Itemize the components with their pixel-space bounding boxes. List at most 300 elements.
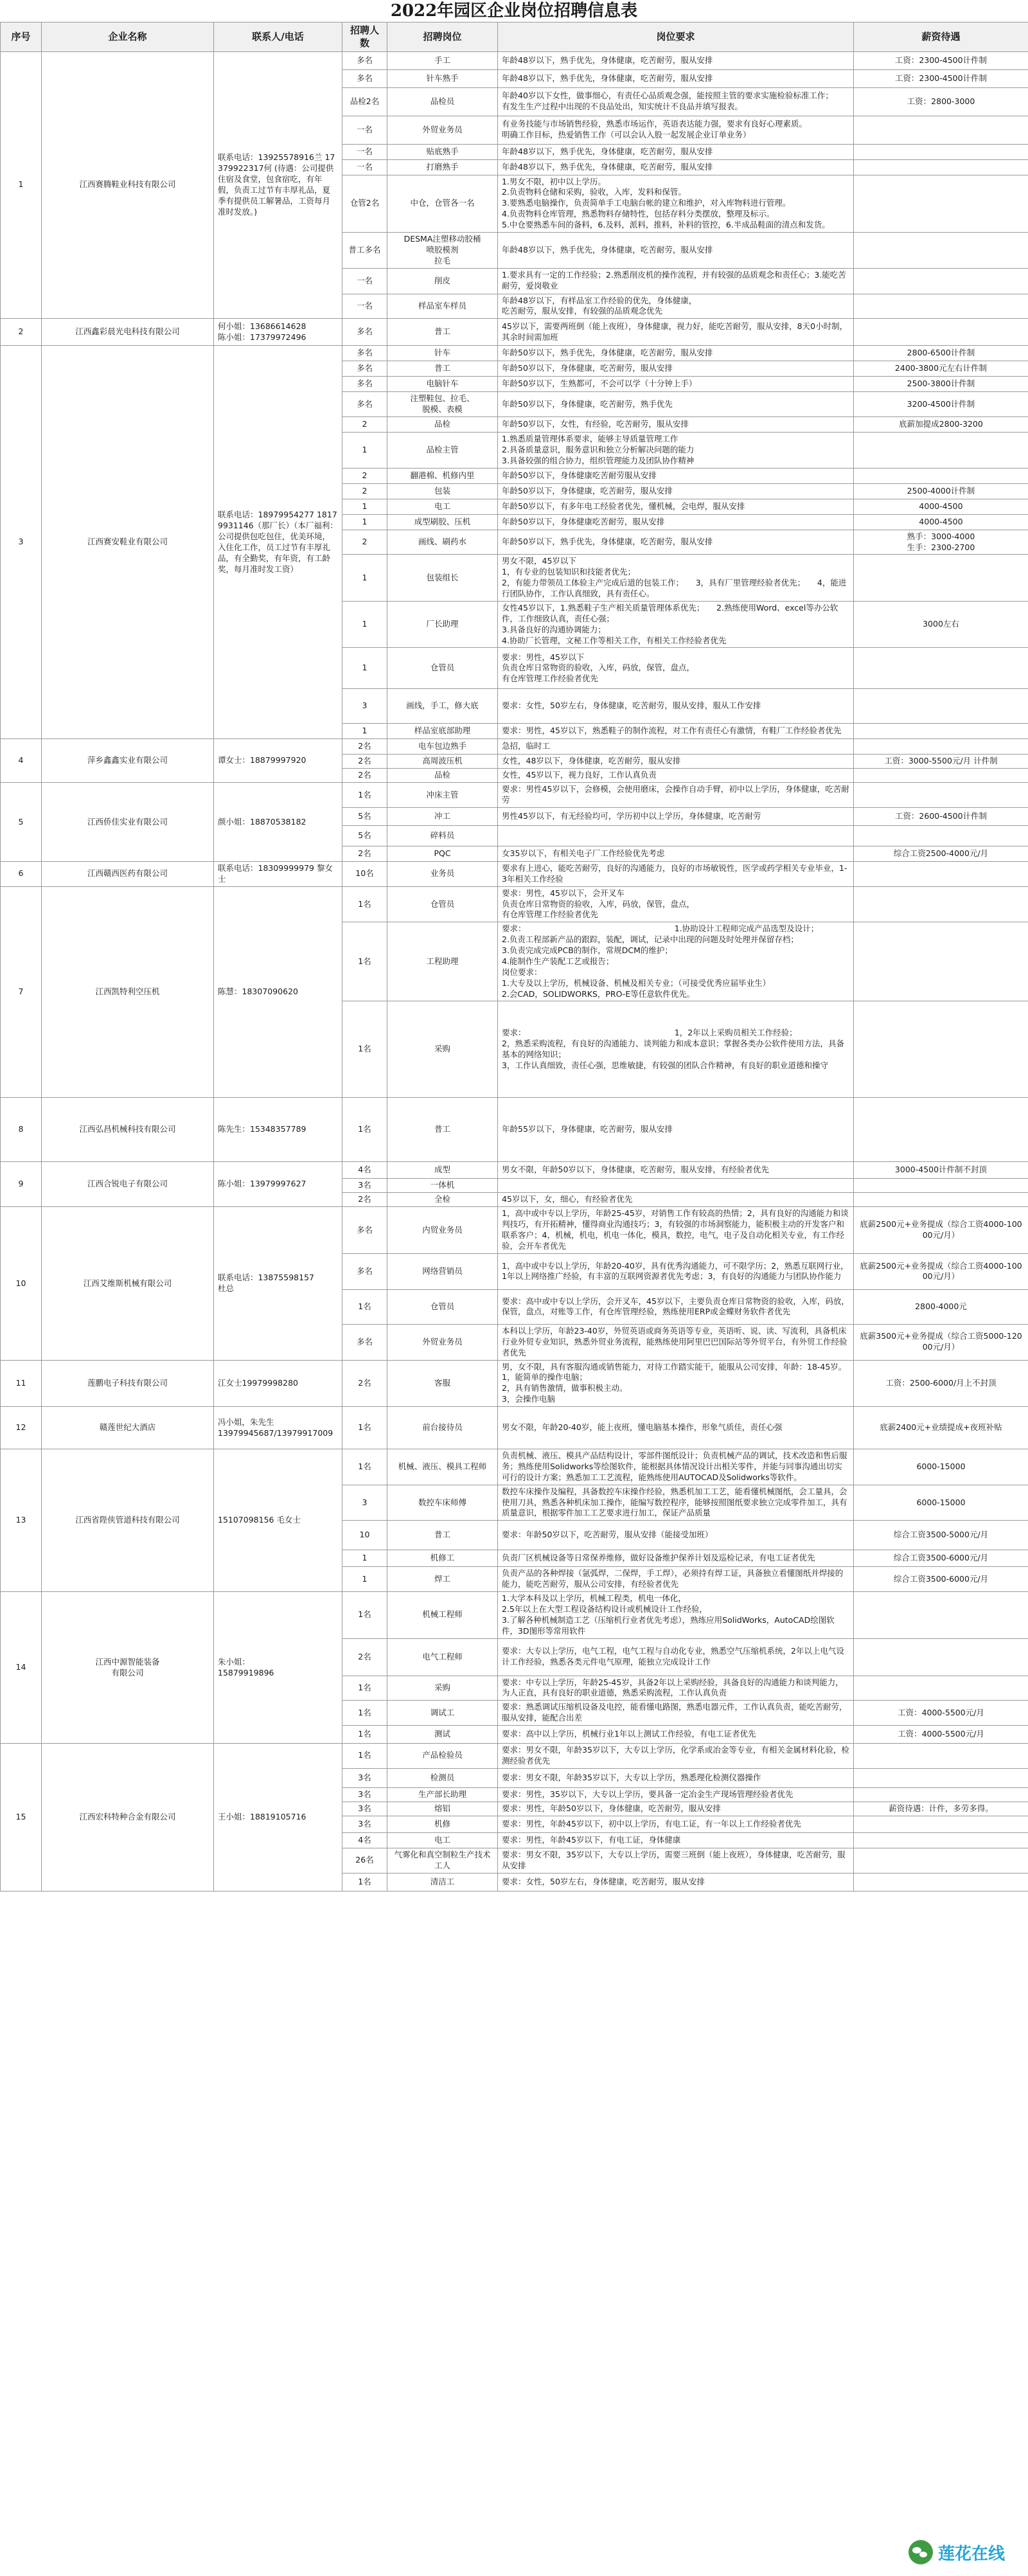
row-number-cell: 2 [1,319,42,346]
job-requirements-cell: 年龄50岁以下，身体健康，吃苦耐劳，熟手优先 [498,392,854,417]
job-title-cell: 机械、液压、模具工程师 [387,1449,498,1485]
salary-cell: 底薪3500元+业务提成（综合工资5000-12000元/月） [854,1324,1028,1360]
job-title-cell: 清洁工 [387,1873,498,1891]
headcount-cell: 5名 [342,807,387,825]
company-name-cell: 江西宏科特种合金有限公司 [42,1744,214,1892]
row-number-cell: 8 [1,1098,42,1162]
job-title-cell: 电工 [387,1832,498,1848]
contact-cell: 联系电话：13875598157 杜总 [214,1207,342,1360]
salary-cell: 3200-4500计件制 [854,392,1028,417]
headcount-cell: 1名 [342,1873,387,1891]
watermark-text: 莲花在线 [937,2544,1005,2564]
job-requirements-cell: 年龄50岁以下，熟手优先，身体健康，吃苦耐劳，服从安排 [498,530,854,555]
job-title-cell: 机修工 [387,1550,498,1567]
job-title-cell: 品检 [387,769,498,783]
job-title-cell: 样品室底部助理 [387,724,498,739]
headcount-cell: 一名 [342,294,387,319]
salary-cell [854,232,1028,268]
table-row [1,319,1028,346]
job-requirements-cell: 要求：男性，年龄50岁以下，身体健康，吃苦耐劳，服从安排 [498,1802,854,1816]
company-name-cell: 江西鑫彩晨光电科技有限公司 [42,319,214,346]
company-name-cell: 江西合锐电子有限公司 [42,1162,214,1207]
job-title-cell: 品检员 [387,87,498,116]
job-requirements-cell: 男女不限，年龄20-40岁，能上夜班，懂电脑基本操作，形象气质佳，责任心强 [498,1407,854,1449]
salary-cell [854,1676,1028,1701]
job-title-cell: 贴底熟手 [387,144,498,159]
salary-cell [854,861,1028,886]
job-title-cell: 打磨熟手 [387,159,498,175]
headcount-cell: 2名 [342,755,387,769]
salary-cell [854,468,1028,483]
wechat-icon [908,2540,933,2564]
headcount-cell: 多名 [342,361,387,377]
salary-cell: 工资：4000-5500元/月 [854,1726,1028,1744]
job-title-cell: 生产部长助理 [387,1787,498,1802]
row-number-cell: 9 [1,1162,42,1207]
headcount-cell: 1名 [342,1744,387,1769]
salary-cell: 6000-15000 [854,1449,1028,1485]
salary-cell [854,886,1028,922]
recruitment-table [0,22,1028,1892]
job-title-cell: 注塑鞋包、拉毛、 脱模、表模 [387,392,498,417]
salary-cell [854,1179,1028,1193]
job-requirements-cell: 负责厂区机械设备等日常保养维修，做好设备维护保养计划及巡检记录，有电工证者优先 [498,1550,854,1567]
job-requirements-cell: 年龄48岁以下，熟手优先，身体健康，吃苦耐劳，服从安排 [498,69,854,87]
job-title-cell: 高周波压机 [387,755,498,769]
contact-cell: 朱小姐： 15879919896 [214,1592,342,1744]
job-requirements-cell: 年龄50岁以下，女性，有经验，吃苦耐劳，服从安排 [498,417,854,433]
salary-cell: 底薪加提成2800-3200 [854,417,1028,433]
headcount-cell: 4名 [342,1832,387,1848]
job-requirements-cell: 女35岁以下，有相关电子厂工作经验优先考虑 [498,846,854,861]
salary-cell: 3000-4500计件制不封顶 [854,1162,1028,1179]
table-row [1,739,1028,755]
salary-cell: 综合工资3500-5000元/月 [854,1521,1028,1550]
job-requirements-cell [498,1179,854,1193]
job-requirements-cell: 年龄55岁以下，身体健康，吃苦耐劳，服从安排 [498,1098,854,1162]
headcount-cell: 1 [342,648,387,689]
job-requirements-cell: 要求：大专以上学历，电气工程，电气工程与自动化专业，熟悉空气压缩机系统，2年以上电气设计工作经验，熟悉各类元件电气原理，能独立完成设计工作 [498,1638,854,1676]
headcount-cell: 多名 [342,346,387,361]
job-requirements-cell: 年龄40岁以下女性，做事细心，有责任心品质观念强，能按照主管的要求实施检验标准工作； 有发生生产过程中出现的不良品处出，知实统计不良品并填写报表。 [498,87,854,116]
row-number-cell: 10 [1,1207,42,1360]
headcount-cell: 3名 [342,1787,387,1802]
job-requirements-cell: 本科以上学历，年龄23-40岁，外贸英语或商务英语等专业，英语听、说、读、写流利，具备机床行业外贸专业知识，熟悉外贸业务流程，能熟练使用阿里巴巴国际站等外贸平台，有外贸工作经验者优先 [498,1324,854,1360]
salary-cell: 熟手：3000-4000 生手：2300-2700 [854,530,1028,555]
row-number-cell: 4 [1,739,42,783]
job-title-cell: 全检 [387,1193,498,1207]
company-name-cell: 江西侨佳实业有限公司 [42,783,214,862]
job-title-cell: 翻港棉、机修内里 [387,468,498,483]
headcount-cell: 1 [342,499,387,514]
headcount-cell: 1 [342,514,387,530]
job-requirements-cell: 男女不限，年龄50岁以下，身体健康，吃苦耐劳，服从安排，有经验者优先 [498,1162,854,1179]
table-row [1,1744,1028,1769]
salary-cell [854,319,1028,346]
job-title-cell: 产品检验员 [387,1744,498,1769]
salary-cell: 工资：2500-6000/月上不封顶 [854,1360,1028,1407]
headcount-cell: 1名 [342,783,387,808]
headcount-cell: 2名 [342,1360,387,1407]
headcount-cell: 2名 [342,1638,387,1676]
table-row [1,346,1028,361]
job-title-cell: 品检主管 [387,433,498,469]
job-requirements-cell: 数控车床操作及编程，具备数控车床操作经验，熟悉机加工工艺，能看懂机械图纸，会工量具，会使用刀具，熟悉各种机床加工操作，能编写数控程序，能够按照图纸要求独立完成零件加工，具有质量意识，根据零件加工工艺要求进行加工，保证产品质量 [498,1485,854,1521]
job-title-cell: 测试 [387,1726,498,1744]
job-requirements-cell: 年龄50岁以下，有多年电工经验者优先，懂机械，会电焊，服从安排 [498,499,854,514]
salary-cell: 工资：2300-4500计件制 [854,51,1028,69]
headcount-cell: 1 [342,1550,387,1567]
job-requirements-cell: 女性，45岁以下，视力良好，工作认真负责 [498,769,854,783]
header-cell: 岗位要求 [498,22,854,52]
job-title-cell: 仓管员 [387,648,498,689]
headcount-cell: 多名 [342,1324,387,1360]
contact-cell: 15107098156 毛女士 [214,1449,342,1592]
job-requirements-cell: 年龄48岁以下，熟手优先，身体健康，吃苦耐劳，服从安排 [498,51,854,69]
job-title-cell: 外贸业务员 [387,1324,498,1360]
job-requirements-cell: 年龄48岁以下，有样品室工作经验的优先，身体健康， 吃苦耐劳，服从安排，有较强的品质观念优先 [498,294,854,319]
job-title-cell: 成型刷胶、压机 [387,514,498,530]
headcount-cell: 2 [342,468,387,483]
job-requirements-cell: 男女不限，45岁以下 1，有专业的包装知识和技能者优先； 2，有能力带领员工体验主产完成后道的包装工作； 3，具有厂里管理经验者优先； 4，能进行团队协作，工作认真细致，具有责任心。 [498,555,854,602]
job-title-cell: 手工 [387,51,498,69]
salary-cell [854,433,1028,469]
salary-cell: 综合工资2500-4000元/月 [854,846,1028,861]
salary-cell [854,724,1028,739]
job-title-cell: 仓管员 [387,886,498,922]
salary-cell: 6000-15000 [854,1485,1028,1521]
job-requirements-cell: 45岁以下，女，细心，有经验者优先 [498,1193,854,1207]
headcount-cell: 2 [342,530,387,555]
salary-cell [854,175,1028,232]
job-title-cell: 普工 [387,1521,498,1550]
job-requirements-cell: 负责产品的各种焊接（氩弧焊，二保焊，手工焊），必须持有焊工证，具备独立看懂图纸并焊接的能力，能吃苦耐劳，服从公司安排，有经验者优先 [498,1567,854,1592]
job-title-cell: 外贸业务员 [387,116,498,144]
headcount-cell: 多名 [342,51,387,69]
job-title-cell: 数控车床师傅 [387,1485,498,1521]
job-requirements-cell: 1.大学本科及以上学历，机械工程类，机电一体化， 2.5年以上在大型工程设备结构设计或机械设计工作经验， 3.了解各种机械制造工艺（压缩机行业者优先考虑），熟练应用SolidWorks，AutoCAD绘图软件，3D图形等常用软件 [498,1592,854,1639]
row-number-cell: 15 [1,1744,42,1892]
row-number-cell: 6 [1,861,42,886]
headcount-cell: 3 [342,1485,387,1521]
contact-cell: 陈先生：15348357789 [214,1098,342,1162]
table-row [1,783,1028,808]
contact-cell: 何小姐：13686614628 陈小姐：17379972496 [214,319,342,346]
job-requirements-cell: 要求有上进心，能吃苦耐劳，良好的沟通能力，良好的市场敏锐性，医学或药学相关专业毕业，1-3年相关工作经验 [498,861,854,886]
contact-cell: 谭女士：18879997920 [214,739,342,783]
job-title-cell: 针车熟手 [387,69,498,87]
table-row [1,1407,1028,1449]
salary-cell [854,1768,1028,1787]
salary-cell [854,783,1028,808]
headcount-cell: 仓管2名 [342,175,387,232]
job-title-cell: PQC [387,846,498,861]
job-requirements-cell: 要求：男性，年龄45岁以下，有电工证，身体健康 [498,1832,854,1848]
company-name-cell: 萍乡鑫鑫实业有限公司 [42,739,214,783]
headcount-cell: 10 [342,1521,387,1550]
headcount-cell: 1名 [342,1701,387,1726]
job-title-cell: 冲工 [387,807,498,825]
job-requirements-cell: 要求：年龄50岁以下，吃苦耐劳，服从安排（能接受加班） [498,1521,854,1550]
job-title-cell: 削皮 [387,268,498,294]
job-title-cell: 调试工 [387,1701,498,1726]
table-body [1,51,1028,1891]
salary-cell: 2500-4000计件制 [854,483,1028,499]
job-title-cell: 普工 [387,1098,498,1162]
company-name-cell: 莲鹏电子科技有限公司 [42,1360,214,1407]
job-requirements-cell: 要求：男女不限，年龄35岁以下，大专以上学历，化学系或冶金等专业，有相关金属材料化验，检测经验者优先 [498,1744,854,1769]
headcount-cell: 10名 [342,861,387,886]
job-requirements-cell: 要求：男性，45岁以下，会开叉车 负责仓库日常物资的验收，入库，码放，保管，盘点， 有仓库管理工作经验者优先 [498,886,854,922]
company-name-cell: 江西艾维斯机械有限公司 [42,1207,214,1360]
headcount-cell: 多名 [342,1207,387,1254]
company-name-cell: 江西赛安鞋业有限公司 [42,346,214,739]
salary-cell [854,116,1028,144]
headcount-cell: 5名 [342,825,387,846]
row-number-cell: 14 [1,1592,42,1744]
job-requirements-cell: 年龄50岁以下，生熟都可，不会可以学（十分钟上手） [498,377,854,392]
job-requirements-cell: 要求：熟悉调试压缩机设备及电控，能看懂电路图，熟悉电器元件，工作认真负责，能吃苦耐劳，服从安排，能配合出差 [498,1701,854,1726]
row-number-cell: 7 [1,886,42,1098]
job-title-cell: 客服 [387,1360,498,1407]
header-row [1,22,1028,52]
job-requirements-cell: 1.男女不限，初中以上学历。 2.负责物料仓储和采购，验收，入库，发料和保管。 3.要熟悉电脑操作，负责简单手工电脑台帐的建立和维护，对入库物料进行管理。 4.负责物料仓库管理，熟悉物料存储特性，包括存料分类摆放，整理及标示。 5.中仓要熟悉车间的备料，6.及料，派料，推料，补料的管控，6.半成品鞋面的清点和发货。 [498,175,854,232]
headcount-cell: 1名 [342,1676,387,1701]
table-row [1,1162,1028,1179]
salary-cell: 2500-3800计件制 [854,377,1028,392]
job-requirements-cell: 要求：高中或中专以上学历，会开叉车，45岁以下，主要负责仓库日常物资的验收，入库，码放，保管，盘点，对账等工作，有仓库管理经验，熟练使用ERP或金蝶财务软件者优先 [498,1289,854,1324]
salary-cell: 综合工资3500-6000元/月 [854,1567,1028,1592]
job-requirements-cell: 要求：女性，50岁左右，身体健康，吃苦耐劳，服从安排 [498,1873,854,1891]
job-title-cell: 碎料员 [387,825,498,846]
job-requirements-cell: 年龄48岁以下，熟手优先，身体健康，吃苦耐劳，服从安排 [498,144,854,159]
job-requirements-cell: 要求：男女不限，年龄35岁以下，大专以上学历，熟悉理化检测仪器操作 [498,1768,854,1787]
header-cell: 联系人/电话 [214,22,342,52]
table-row [1,1592,1028,1639]
salary-cell: 2800-6500计件制 [854,346,1028,361]
headcount-cell: 多名 [342,392,387,417]
headcount-cell: 多名 [342,319,387,346]
job-title-cell: 电车包边熟手 [387,739,498,755]
table-row [1,1449,1028,1485]
job-requirements-cell: 要求：高中以上学历，机械行业1年以上测试工作经验，有电工证者优先 [498,1726,854,1744]
headcount-cell: 1 [342,555,387,602]
table-row [1,51,1028,69]
job-title-cell: 采购 [387,1676,498,1701]
job-requirements-cell: 1.要求具有一定的工作经验；2.熟悉削皮机的操作流程，并有较强的品质观念和责任心；3.能吃苦耐劳，爱岗敬业 [498,268,854,294]
salary-cell [854,1848,1028,1873]
salary-cell: 4000-4500 [854,514,1028,530]
headcount-cell: 1名 [342,1449,387,1485]
job-title-cell: 成型 [387,1162,498,1179]
contact-cell: 联系电话：13925578916兰 17379922317何 (待遇：公司提供住宿及食堂，包食宿吃，有年假，负责工过节有丰厚礼品，夏季有提供员工解暑品，工资每月准时发放。) [214,51,342,319]
job-requirements-cell: 年龄50岁以下，熟手优先，身体健康，吃苦耐劳，服从安排 [498,346,854,361]
job-requirements-cell: 年龄50岁以下，身体健康吃苦耐劳服从安排 [498,468,854,483]
job-requirements-cell: 1.熟悉质量管理体系要求，能够主导质量管理工作 2.具备质量意识，服务意识和独立分析解决问题的能力 3.具备较强的组合协力，组织管理能力及团队协作精神 [498,433,854,469]
job-requirements-cell: 负责机械、液压、模具产品结构设计，零部件图纸设计；负责机械产品的调试，技术改造和售后服务；熟练使用Solidworks等绘图软件，能根据具体情况设计出相关零件，并能与同事沟通出切实可行的设计方案；熟悉加工工艺流程，能熟练使用AUTOCAD及Solidworks等软件。 [498,1449,854,1485]
job-title-cell: 气雾化和真空制粒生产技术工人 [387,1848,498,1873]
headcount-cell: 1名 [342,886,387,922]
headcount-cell: 多名 [342,1253,387,1289]
headcount-cell: 26名 [342,1848,387,1873]
job-title-cell: 机修 [387,1816,498,1832]
company-name-cell: 江西弘昌机械科技有限公司 [42,1098,214,1162]
table-row [1,1098,1028,1162]
salary-cell [854,144,1028,159]
job-title-cell: 中仓，仓管各一名 [387,175,498,232]
company-name-cell: 赣莲世纪大酒店 [42,1407,214,1449]
contact-cell: 王小姐：18819105716 [214,1744,342,1892]
job-requirements-cell: 要求：女性，50岁左右，身体健康，吃苦耐劳，服从安排，服从工作安排 [498,689,854,724]
row-number-cell: 3 [1,346,42,739]
row-number-cell: 5 [1,783,42,862]
job-title-cell: 检测员 [387,1768,498,1787]
contact-cell: 陈慧：18307090620 [214,886,342,1098]
job-title-cell: 业务员 [387,861,498,886]
headcount-cell: 3 [342,689,387,724]
headcount-cell: 1 [342,724,387,739]
header-cell: 薪资待遇 [854,22,1028,52]
headcount-cell: 2名 [342,769,387,783]
job-title-cell: 采购 [387,1001,498,1098]
salary-cell [854,1744,1028,1769]
salary-cell: 工资：2600-4500计件制 [854,807,1028,825]
salary-cell [854,739,1028,755]
job-title-cell: 熔铝 [387,1802,498,1816]
headcount-cell: 多名 [342,377,387,392]
company-name-cell: 江西赣西医药有限公司 [42,861,214,886]
headcount-cell: 一名 [342,159,387,175]
job-requirements-cell: 1，高中或中专以上学历，年龄25-45岁，对销售工作有较高的热情；2，具有良好的沟通能力和谈判技巧，有开拓精神，懂得商业沟通技巧；3，有较强的市场洞察能力，能积极主动的开发客户和联系客户；4，机械，机电，机电一体化，模具，数控，电气，电子及自动化相关专业，有工作经验，会开车者优先 [498,1207,854,1254]
salary-cell [854,555,1028,602]
salary-cell: 2800-4000元 [854,1289,1028,1324]
headcount-cell: 2 [342,483,387,499]
job-title-cell: 普工 [387,361,498,377]
salary-cell [854,1787,1028,1802]
job-title-cell: 画线，手工，修大底 [387,689,498,724]
job-requirements-cell: 女性45岁以下，1.熟悉鞋子生产相关质量管理体系优先； 2.熟练使用Word、excel等办公软件，工作细致认真，责任心强； 3.具备良好的沟通协调能力； 4.协助厂长管理，文秘工作等相关工作，有相关工作经验者优先 [498,601,854,648]
contact-cell: 冯小姐，朱先生 13979945687/13979917009 [214,1407,342,1449]
salary-cell: 底薪2400元+业绩提成+夜班补贴 [854,1407,1028,1449]
salary-cell: 底薪2500元+业务提成（综合工资4000-10000元/月） [854,1253,1028,1289]
header-cell: 招聘岗位 [387,22,498,52]
headcount-cell: 1名 [342,922,387,1001]
headcount-cell: 3名 [342,1179,387,1193]
job-requirements-cell: 年龄50岁以下，身体健康，吃苦耐劳，服从安排 [498,361,854,377]
job-title-cell: 品检 [387,417,498,433]
headcount-cell: 1名 [342,1001,387,1098]
job-title-cell: 画线、刷药水 [387,530,498,555]
table-row [1,861,1028,886]
contact-cell: 江女士19979998280 [214,1360,342,1407]
header-cell: 招聘人数 [342,22,387,52]
page-title: 2022年园区企业岗位招聘信息表 [390,1,638,21]
job-requirements-cell: 女性，48岁以下，身体健康，吃苦耐劳，服从安排 [498,755,854,769]
job-requirements-cell: 年龄50岁以下，身体健康，吃苦耐劳，服从安排 [498,483,854,499]
job-requirements-cell: 要求：中专以上学历，年龄25-45岁，具备2年以上采购经验，具备良好的沟通能力和谈判能力，为人正直，具有良好的职业道德，熟悉采购流程，工作认真负责 [498,1676,854,1701]
job-title-cell: 内贸业务员 [387,1207,498,1254]
company-name-cell: 江西凯特利空压机 [42,886,214,1098]
job-title-cell: 电气工程师 [387,1638,498,1676]
table-row [1,1207,1028,1254]
headcount-cell: 多名 [342,69,387,87]
job-title-cell: 包装 [387,483,498,499]
contact-cell: 颜小姐：18870538182 [214,783,342,862]
job-requirements-cell [498,825,854,846]
company-name-cell: 江西赛腾鞋业科技有限公司 [42,51,214,319]
job-requirements-cell: 要求：男性，年龄45岁以下，初中以上学历，有电工证，有一年以上工作经验者优先 [498,1816,854,1832]
headcount-cell: 1 [342,601,387,648]
headcount-cell: 2名 [342,846,387,861]
row-number-cell: 11 [1,1360,42,1407]
salary-cell [854,1001,1028,1098]
job-title-cell: 电工 [387,499,498,514]
job-title-cell: 电脑针车 [387,377,498,392]
salary-cell [854,1832,1028,1848]
headcount-cell: 3名 [342,1802,387,1816]
headcount-cell: 1 [342,1567,387,1592]
salary-cell: 2400-3800元左右计件制 [854,361,1028,377]
job-title-cell: 工程助理 [387,922,498,1001]
salary-cell [854,922,1028,1001]
salary-cell [854,1816,1028,1832]
job-requirements-cell: 要求：男女不限，35岁以下，大专以上学历，需要三班倒（能上夜班），身体健康，吃苦耐劳，服从安排 [498,1848,854,1873]
headcount-cell: 1名 [342,1726,387,1744]
job-requirements-cell: 年龄48岁以下，熟手优先，身体健康，吃苦耐劳，服从安排 [498,232,854,268]
salary-cell: 4000-4500 [854,499,1028,514]
headcount-cell: 4名 [342,1162,387,1179]
job-requirements-cell: 45岁以下，需要两班倒（能上夜班），身体健康，视力好，能吃苦耐劳，服从安排，8天0小时制，其余时间需加班 [498,319,854,346]
job-title-cell: 针车 [387,346,498,361]
salary-cell [854,769,1028,783]
headcount-cell: 3名 [342,1816,387,1832]
job-title-cell: 机械工程师 [387,1592,498,1639]
job-requirements-cell: 要求：男性，35岁以下，大专以上学历，要具备一定冶金生产现场管理经验者优先 [498,1787,854,1802]
headcount-cell: 2名 [342,739,387,755]
headcount-cell: 1名 [342,1407,387,1449]
salary-cell: 薪资待遇：计件，多劳多得。 [854,1802,1028,1816]
table-row [1,886,1028,922]
contact-cell: 联系电话：18979954277 18179931146（那厂长）（本厂福利：公司提供包吃包住，优美环境，入住化工作，员工过节有丰厚礼品，有全勤奖，有年资，有工龄奖，每月准时发工资） [214,346,342,739]
headcount-cell: 1名 [342,1289,387,1324]
row-number-cell: 12 [1,1407,42,1449]
job-title-cell: 样品室车样员 [387,294,498,319]
job-requirements-cell: 男性45岁以下，有无经验均可，学历初中以上学历，身体健康，吃苦耐劳 [498,807,854,825]
salary-cell [854,1638,1028,1676]
header-cell: 序号 [1,22,42,52]
job-title-cell: DESMA注塑移动胶桶 喷胶模剂 拉毛 [387,232,498,268]
row-number-cell: 1 [1,51,42,319]
job-title-cell: 焊工 [387,1567,498,1592]
salary-cell: 工资：3000-5500元/月 计件制 [854,755,1028,769]
job-requirements-cell: 有业务技能与市场销售经验，熟悉市场运作，英语表达能力强，要求有良好心理素质。 明确工作目标，热爱销售工作（可以会认入股一起发展企业订单业务） [498,116,854,144]
job-requirements-cell: 要求：男性，45岁以下 负责仓库日常物资的验收，入库，码放，保管，盘点， 有仓库管理工作经验者优先 [498,648,854,689]
salary-cell [854,268,1028,294]
job-requirements-cell: 要求：男性，45岁以下，熟悉鞋子的制作流程，对工作有责任心有激情，有鞋厂工作经验者优先 [498,724,854,739]
salary-cell: 3000左右 [854,601,1028,648]
salary-cell [854,294,1028,319]
salary-cell [854,825,1028,846]
job-requirements-cell: 要求： 1.协助设计工程师完成产品选型及设计； 2.负责工程部新产品的跟踪，装配，调试，记录中出现的问题及时处理并保留存档； 3.负责完成完成PCB的制作，常规DCM的维护； 4.能制作生产装配工艺或报告； 岗位要求： 1.大专及以上学历，机械设备、机械及相关专业；（可接受优秀应届毕业生） 2.会CAD，SOLIDWORKS，PRO-E等任意软件优先。 [498,922,854,1001]
salary-cell [854,1098,1028,1162]
table-row [1,1360,1028,1407]
salary-cell [854,1592,1028,1639]
job-title-cell: 冲床主管 [387,783,498,808]
salary-cell [854,159,1028,175]
job-title-cell: 仓管员 [387,1289,498,1324]
company-name-cell: 江西中源智能装备 有限公司 [42,1592,214,1744]
salary-cell [854,689,1028,724]
